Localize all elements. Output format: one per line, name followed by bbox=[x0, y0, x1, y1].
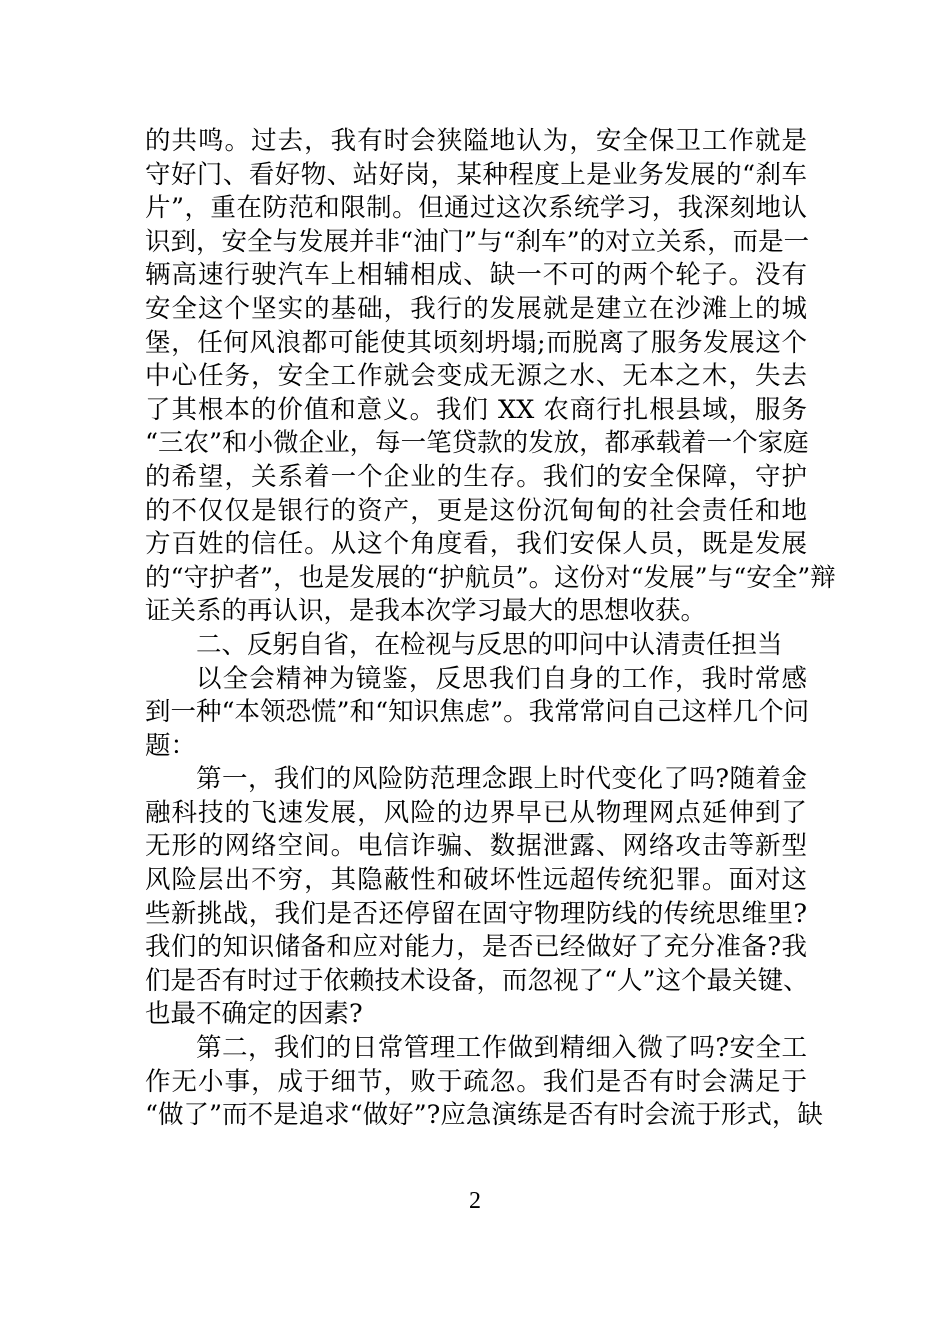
text-line: 题： bbox=[145, 730, 197, 761]
page-number: 2 bbox=[469, 1188, 481, 1214]
text-line: 的希望，关系着一个企业的生存。我们的安全保障，守护 bbox=[145, 461, 807, 492]
document-body bbox=[145, 125, 836, 1133]
text-line: 到一种“本领恐慌”和“知识焦虑”。我常常问自己这样几个问 bbox=[145, 697, 810, 728]
text-line: 我们的知识储备和应对能力，是否已经做好了充分准备?我 bbox=[145, 932, 807, 963]
text-line: “做了”而不是追求“做好”?应急演练是否有时会流于形式，缺 bbox=[145, 1100, 823, 1131]
paragraph bbox=[145, 663, 810, 764]
text-line: 们是否有时过于依赖技术设备，而忽视了“人”这个最关键、 bbox=[145, 965, 809, 996]
text-line: 辆高速行驶汽车上相辅相成、缺一不可的两个轮子。没有 bbox=[145, 260, 807, 291]
text-line: 堡，任何风浪都可能使其顷刻坍塌;而脱离了服务发展这个 bbox=[145, 327, 807, 358]
text-line: “三农”和小微企业，每一笔贷款的发放，都承载着一个家庭 bbox=[145, 428, 809, 459]
text-line: 中心任务，安全工作就会变成无源之水、无本之木，失去 bbox=[145, 361, 807, 392]
paragraph bbox=[145, 1032, 823, 1133]
text-line: 无形的网络空间。电信诈骗、数据泄露、网络攻击等新型 bbox=[145, 831, 807, 862]
text-line: 方百姓的信任。从这个角度看，我们安保人员，既是发展 bbox=[145, 529, 807, 560]
paragraph bbox=[145, 629, 807, 663]
text-line: 以全会精神为镜鉴，反思我们自身的工作，我时常感 bbox=[196, 663, 807, 694]
text-line: 融科技的飞速发展，风险的边界早已从物理网点延伸到了 bbox=[145, 797, 807, 828]
text-line: 也最不确定的因素? bbox=[145, 999, 363, 1030]
text-line: 第二，我们的日常管理工作做到精细入微了吗?安全工 bbox=[196, 1033, 807, 1064]
text-line: 风险层出不穷，其隐蔽性和破坏性远超传统犯罪。面对这 bbox=[145, 865, 807, 896]
text-line: 些新挑战，我们是否还停留在固守物理防线的传统思维里? bbox=[145, 898, 807, 929]
text-line: 守好门、看好物、站好岗，某种程度上是业务发展的“刹车 bbox=[145, 159, 807, 190]
section-heading: 二、反躬自省，在检视与反思的叩问中认清责任担当 bbox=[196, 629, 783, 660]
paragraph bbox=[145, 763, 807, 1032]
text-line: 的“守护者”，也是发展的“护航员”。这份对“发展”与“安全”辩 bbox=[145, 562, 836, 593]
text-line: 第一，我们的风险防范理念跟上时代变化了吗?随着金 bbox=[196, 764, 807, 795]
text-line: 识到，安全与发展并非“油门”与“刹车”的对立关系，而是一 bbox=[145, 226, 810, 257]
text-line: 证关系的再认识，是我本次学习最大的思想收获。 bbox=[145, 596, 707, 627]
text-line: 的不仅仅是银行的资产，更是这份沉甸甸的社会责任和地 bbox=[145, 495, 807, 526]
text-line: 了其根本的价值和意义。我们 XX 农商行扎根县域，服务 bbox=[145, 394, 807, 425]
text-line: 作无小事，成于细节，败于疏忽。我们是否有时会满足于 bbox=[145, 1066, 807, 1097]
text-line: 安全这个坚实的基础，我行的发展就是建立在沙滩上的城 bbox=[145, 293, 807, 324]
text-line: 片”，重在防范和限制。但通过这次系统学习，我深刻地认 bbox=[145, 193, 807, 224]
paragraph bbox=[145, 125, 836, 629]
text-line: 的共鸣。过去，我有时会狭隘地认为，安全保卫工作就是 bbox=[145, 126, 807, 156]
